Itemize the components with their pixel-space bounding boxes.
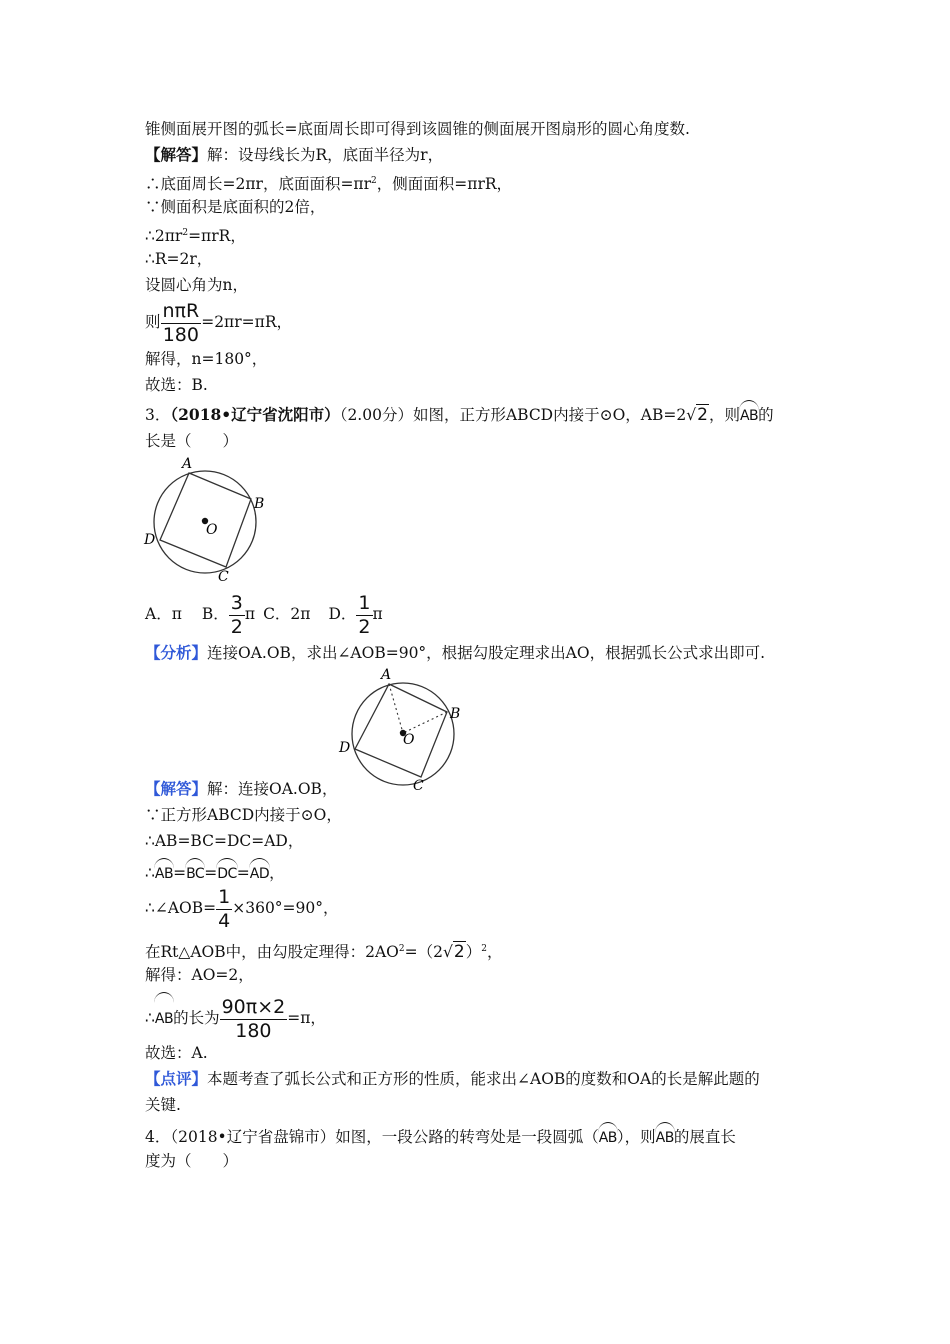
analysis-line bbox=[145, 642, 765, 664]
arc-ab: AB bbox=[599, 1122, 617, 1149]
text-span: ， bbox=[269, 864, 285, 882]
text-span: 在Rt△AOB中，由勾股定理得：2AO bbox=[145, 943, 399, 961]
text-span: 则 bbox=[145, 313, 161, 331]
arc-ab: AB bbox=[656, 1122, 674, 1149]
text-span: =π， bbox=[287, 1009, 326, 1027]
fraction bbox=[229, 591, 245, 638]
sqrt-radicand: 2 bbox=[453, 942, 465, 962]
sqrt: √2 bbox=[686, 405, 708, 425]
fraction-numerator: 1 bbox=[218, 885, 231, 908]
text-line bbox=[145, 144, 443, 166]
analysis-tag: 【分析】 bbox=[145, 643, 208, 662]
text-span: π bbox=[244, 605, 256, 623]
text-span: =（2 bbox=[404, 943, 443, 961]
text-span: ∴2πr bbox=[145, 227, 183, 245]
solution-line bbox=[145, 938, 502, 963]
solution-line bbox=[145, 886, 339, 931]
text-span: ，侧面面积=πrR， bbox=[376, 175, 513, 193]
label-a: A bbox=[381, 667, 392, 683]
fraction-denominator: 2 bbox=[358, 615, 371, 638]
sqrt: √2 bbox=[442, 942, 465, 962]
text-line bbox=[145, 300, 292, 345]
option-a: A．π bbox=[145, 605, 182, 623]
label-a: A bbox=[182, 456, 193, 472]
arc-ab: AB bbox=[155, 992, 173, 1041]
text-span: 解：设母线长为R，底面半径为r， bbox=[207, 146, 444, 164]
label-d: D bbox=[144, 532, 156, 548]
text-span: π bbox=[372, 605, 383, 623]
text-span: ， bbox=[486, 943, 503, 961]
text-line bbox=[145, 222, 246, 247]
text-span: ∴ bbox=[145, 864, 155, 882]
arc-ad: AD bbox=[250, 858, 269, 885]
text-span: ），则 bbox=[616, 1128, 656, 1146]
sqrt-radicand: 2 bbox=[697, 405, 708, 425]
radius-oa bbox=[389, 684, 403, 733]
text-span: 连接OA.OB，求出∠AOB=90°，根据勾股定理求出AO，根据弧长公式求出即可. bbox=[207, 644, 766, 662]
text-span: 的长为 bbox=[173, 1009, 220, 1027]
question-line bbox=[145, 400, 774, 427]
text-span: = bbox=[236, 864, 250, 882]
fraction-numerator: 90π×2 bbox=[221, 995, 286, 1018]
superscript: 2 bbox=[182, 228, 189, 238]
text-span: 本题考查了弧长公式和正方形的性质，能求出∠AOB的度数和OA的长是解此题的 bbox=[207, 1070, 760, 1088]
fraction-denominator: 4 bbox=[218, 909, 231, 932]
text-span: = bbox=[173, 864, 187, 882]
options-line bbox=[145, 592, 383, 637]
fraction-denominator: 180 bbox=[162, 323, 199, 346]
text-span: ∴∠AOB= bbox=[145, 899, 217, 917]
label-o: O bbox=[403, 732, 415, 748]
superscript: 2 bbox=[371, 176, 377, 186]
fraction-numerator: 3 bbox=[230, 591, 243, 614]
arc-ab: AB bbox=[155, 858, 173, 885]
text-line: 故选：B. bbox=[145, 376, 208, 394]
option-d bbox=[328, 591, 383, 638]
fraction-numerator: nπR bbox=[162, 299, 200, 322]
comment-line bbox=[145, 1068, 760, 1090]
label-b: B bbox=[450, 706, 461, 722]
label-c: C bbox=[413, 778, 424, 794]
fraction bbox=[220, 995, 288, 1042]
superscript: 2 bbox=[398, 944, 405, 954]
label-d: D bbox=[339, 740, 351, 756]
answer-tag: 【解答】 bbox=[145, 779, 208, 798]
solution-line bbox=[145, 858, 285, 885]
text-span: =2πr=πR， bbox=[201, 313, 292, 331]
superscript: 2 bbox=[481, 944, 487, 954]
text-span: ×360°=90°， bbox=[232, 899, 339, 917]
text-span: B． bbox=[201, 605, 229, 623]
figure-square-in-circle-with-radii bbox=[333, 664, 468, 799]
comment-tag: 【点评】 bbox=[145, 1069, 208, 1088]
text-span: D． bbox=[328, 605, 357, 623]
text-span: 4．（2018•辽宁省盘锦市）如图，一段公路的转弯处是一段圆弧（ bbox=[145, 1128, 599, 1146]
arc-dc: DC bbox=[217, 858, 237, 885]
fraction-denominator: 180 bbox=[235, 1019, 272, 1042]
text-span: ∴ bbox=[145, 1009, 155, 1027]
text-span: ∴底面周长=2πr，底面面积=πr bbox=[145, 175, 372, 193]
text-span: 解：连接OA.OB， bbox=[207, 780, 338, 798]
arc-symbol: AB bbox=[740, 400, 758, 427]
fraction-numerator: 1 bbox=[358, 591, 371, 614]
question-line bbox=[145, 1122, 736, 1149]
fraction-denominator: 2 bbox=[230, 615, 243, 638]
question-line: 长是（ ） bbox=[145, 432, 239, 450]
option-b bbox=[201, 591, 256, 638]
solution-line bbox=[145, 992, 326, 1041]
text-span: ） bbox=[465, 943, 482, 961]
solution-line: 解得：AO=2， bbox=[145, 966, 254, 984]
text-line: 设圆心角为n， bbox=[145, 276, 248, 294]
arc-bc: BC bbox=[186, 858, 204, 885]
fraction bbox=[216, 885, 232, 932]
solution-line: 故选：A. bbox=[145, 1044, 208, 1062]
figure-square-in-circle bbox=[138, 452, 273, 587]
fraction bbox=[356, 591, 372, 638]
option-c: C．2π bbox=[263, 605, 311, 623]
text-span: 的 bbox=[758, 406, 774, 424]
solution-line: ∵正方形ABCD内接于⊙O， bbox=[145, 806, 342, 824]
text-line: ∴R=2r， bbox=[145, 250, 213, 268]
text-span: （2.00分）如图，正方形ABCD内接于⊙O，AB=2 bbox=[339, 406, 687, 424]
text-line: ∵侧面积是底面积的2倍， bbox=[145, 198, 326, 216]
comment-line: 关键. bbox=[145, 1096, 181, 1114]
question-source: （2018•辽宁省沈阳市） bbox=[170, 405, 340, 424]
solution-line bbox=[145, 778, 337, 800]
text-span: ，则 bbox=[708, 406, 740, 424]
text-line: 锥侧面展开图的弧长=底面周长即可得到该圆锥的侧面展开图扇形的圆心角度数. bbox=[145, 120, 690, 138]
text-span: 的展直长 bbox=[673, 1128, 736, 1146]
text-line: 解得，n=180°， bbox=[145, 350, 268, 368]
solution-line: ∴AB=BC=DC=AD， bbox=[145, 832, 304, 850]
text-line bbox=[145, 170, 512, 195]
label-b: B bbox=[254, 496, 265, 512]
square-abcd bbox=[355, 684, 447, 777]
fraction bbox=[161, 299, 202, 346]
question-number: 3． bbox=[145, 406, 171, 424]
question-line: 度为（ ） bbox=[145, 1152, 239, 1170]
label-o: O bbox=[206, 522, 218, 538]
answer-tag: 【解答】 bbox=[145, 145, 208, 164]
text-span: = bbox=[204, 864, 218, 882]
label-c: C bbox=[218, 569, 229, 585]
text-span: =πrR， bbox=[188, 227, 246, 245]
